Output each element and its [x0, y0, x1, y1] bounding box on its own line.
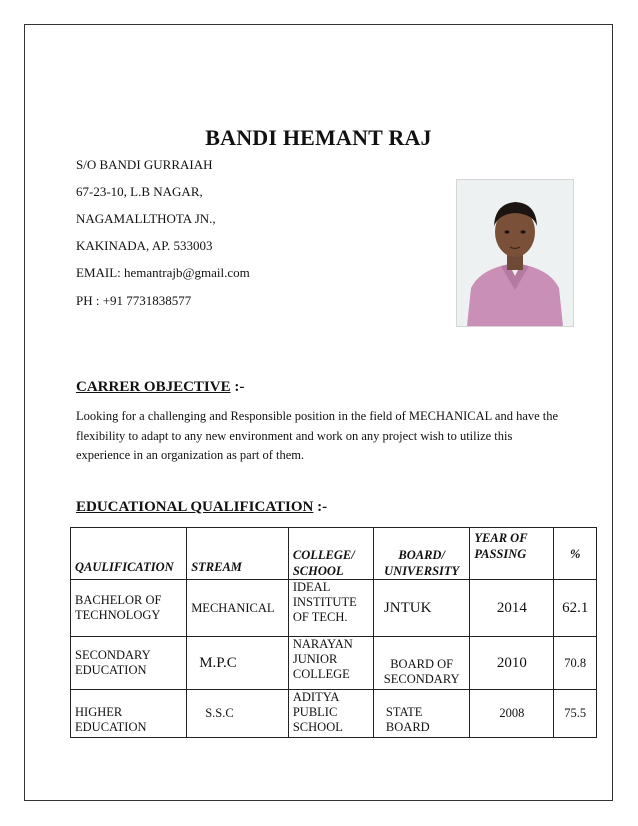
address-line: 67-23-10, L.B NAGAR,: [76, 184, 203, 199]
stream-cell: S.S.C: [187, 690, 289, 738]
percent-cell: 62.1: [554, 580, 597, 637]
address-line: KAKINADA, AP. 533003: [76, 238, 213, 253]
year-cell: 2008: [470, 690, 554, 738]
college-cell: NARAYAN JUNIOR COLLEGE: [288, 637, 373, 690]
table-row: [71, 637, 597, 690]
stream-cell: MECHANICAL: [187, 580, 289, 637]
email-line: EMAIL: hemantrajb@gmail.com: [76, 265, 250, 280]
address-line: NAGAMALLTHOTA JN.,: [76, 211, 216, 226]
profile-photo: [456, 179, 574, 327]
college-cell: IDEAL INSTITUTE OF TECH.: [288, 580, 373, 637]
candidate-name: BANDI HEMANT RAJ: [205, 125, 432, 150]
header-board: BOARD/ UNIVERSITY: [373, 528, 469, 580]
objective-heading: CARRER OBJECTIVE :-: [76, 379, 245, 395]
objective-text-line: experience in an organization as part of them.: [76, 448, 305, 462]
address-line: S/O BANDI GURRAIAH: [76, 157, 213, 172]
qualification-cell: BACHELOR OF TECHNOLOGY: [71, 580, 187, 637]
year-cell: 2014: [470, 580, 554, 637]
header-stream: STREAM: [187, 528, 289, 580]
board-cell: BOARD OF SECONDARY: [373, 637, 469, 690]
percent-cell: 75.5: [554, 690, 597, 738]
stream-cell: M.P.C: [187, 637, 289, 690]
table-row: [71, 580, 597, 637]
education-heading: EDUCATIONAL QUALIFICATION :-: [76, 499, 328, 515]
college-cell: ADITYA PUBLIC SCHOOL: [288, 690, 373, 738]
objective-text-line: flexibility to adapt to any new environment and work on any project wish to utilize this: [76, 429, 513, 443]
header-qualification: QAULIFICATION: [71, 528, 187, 580]
year-cell: 2010: [470, 637, 554, 690]
phone-line: PH : +91 7731838577: [76, 293, 192, 308]
table-header-row: [71, 528, 597, 580]
header-college: COLLEGE/ SCHOOL: [288, 528, 373, 580]
qualification-cell: SECONDARY EDUCATION: [71, 637, 187, 690]
percent-cell: 70.8: [554, 637, 597, 690]
objective-text-line: Looking for a challenging and Responsible position in the field of MECHANICAL and have the: [76, 409, 559, 423]
qualification-cell: HIGHER EDUCATION: [71, 690, 187, 738]
education-table: [70, 527, 597, 738]
table-row: [71, 690, 597, 738]
header-year: YEAR OF PASSING: [470, 528, 554, 580]
board-cell: STATE BOARD: [373, 690, 469, 738]
resume-page: [24, 24, 613, 801]
board-cell: JNTUK: [373, 580, 469, 637]
header-percent: %: [554, 528, 597, 580]
